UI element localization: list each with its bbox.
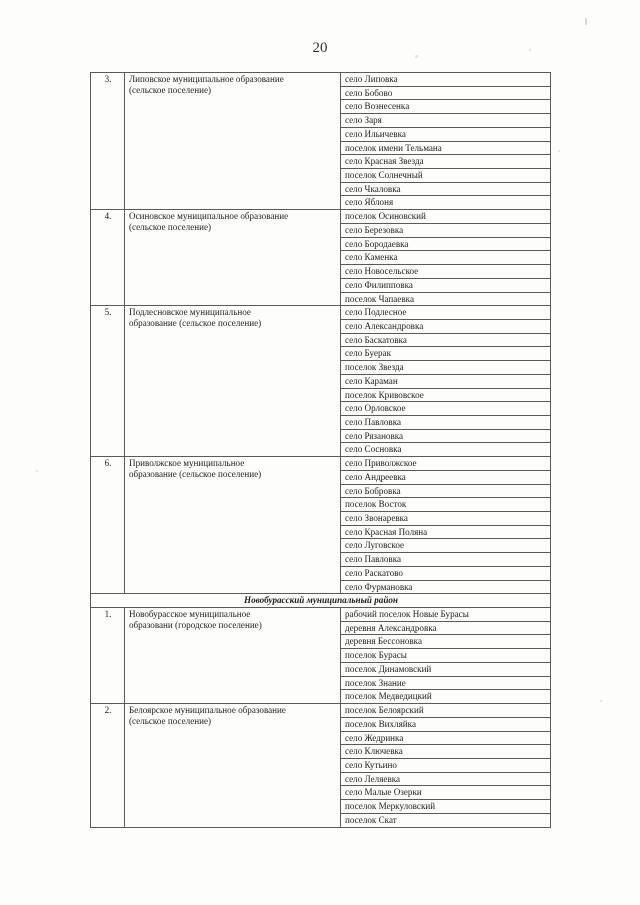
settlement-name: поселок Динамовский (341, 662, 551, 676)
scan-artifact (558, 150, 560, 152)
municipality-name-line: Липовское муниципальное образование (129, 74, 284, 84)
table-row (91, 608, 551, 622)
settlement-name: поселок Медведицкий (341, 690, 551, 704)
table-row (91, 594, 551, 608)
settlement-name: село Ильичевка (341, 127, 551, 141)
settlement-name: село Каменка (341, 251, 551, 265)
settlement-name: село Вознесенка (341, 100, 551, 114)
settlement-name: село Подлесное (341, 306, 551, 320)
page-number: 20 (312, 40, 328, 56)
settlement-name: село Бородаевка (341, 237, 551, 251)
row-number: 6. (91, 457, 125, 594)
scan-artifact (529, 49, 531, 51)
settlement-name: поселок Вихляйка (341, 717, 551, 731)
municipality-name-line: Приволжское муниципальное (129, 458, 245, 469)
settlement-name: село Кутьино (341, 758, 551, 772)
municipality-name-line: Осиновское муниципальное образование (129, 211, 289, 222)
settlement-name: село Яблоня (341, 196, 551, 210)
settlement-name: село Александровка (341, 319, 551, 333)
settlement-name: село Жедринка (341, 731, 551, 745)
table-row (91, 457, 551, 471)
settlement-name: село Фурмановка (341, 580, 551, 594)
settlement-name: поселок Меркуловский (341, 800, 551, 814)
settlement-name: поселок имени Тельмана (341, 141, 551, 155)
settlement-name: село Павловка (341, 553, 551, 567)
municipalities-table (90, 72, 551, 828)
settlement-name: поселок Кривовское (341, 388, 551, 402)
settlement-name: село Липовка (341, 73, 551, 87)
settlement-name: село Бобово (341, 86, 551, 100)
settlement-name: село Заря (341, 114, 551, 128)
municipality-name-line: Новобурасское муниципальное (129, 609, 251, 620)
municipality-name (125, 210, 341, 306)
settlement-name: село Андреевка (341, 470, 551, 484)
municipality-name (125, 704, 341, 827)
table-row (91, 73, 551, 87)
municipalities-table-wrapper (90, 72, 550, 828)
municipality-name-line: образование (сельское поселение) (129, 468, 262, 479)
settlement-name: село Раскатово (341, 566, 551, 580)
settlement-name: село Малые Озерки (341, 786, 551, 800)
settlement-name: село Леляевка (341, 772, 551, 786)
settlement-name: поселок Солнечный (341, 169, 551, 183)
settlement-name: село Ключевка (341, 745, 551, 759)
district-heading: Новобурасский муниципальный район (91, 594, 551, 608)
settlement-name: деревня Бессоновка (341, 635, 551, 649)
settlement-name: поселок Восток (341, 498, 551, 512)
settlement-name: деревня Александровка (341, 621, 551, 635)
settlement-name: село Березовка (341, 223, 551, 237)
table-row (91, 704, 551, 718)
municipality-name (125, 73, 341, 210)
municipality-name-line: Подлесновское муниципальное (129, 307, 251, 318)
row-number: 3. (91, 73, 125, 210)
scan-artifact (36, 470, 38, 472)
municipality-name-line: (сельское поселение) (129, 221, 212, 232)
scan-artifact (415, 55, 418, 58)
settlement-name: село Бобровка (341, 484, 551, 498)
settlement-name: село Баскатовка (341, 333, 551, 347)
settlement-name: поселок Бурасы (341, 649, 551, 663)
settlement-name: село Орловское (341, 402, 551, 416)
settlement-name: село Приволжское (341, 457, 551, 471)
municipality-name (125, 457, 341, 594)
row-number: 4. (91, 210, 125, 306)
settlement-name: село Красная Звезда (341, 155, 551, 169)
settlement-name: село Филипповка (341, 278, 551, 292)
table-row (91, 306, 551, 320)
municipality-name-line: образование (сельское поселение) (129, 317, 262, 328)
settlement-name: село Буерак (341, 347, 551, 361)
municipality-name-line: (сельское поселение) (129, 84, 212, 95)
settlement-name: поселок Осиновский (341, 210, 551, 224)
settlement-name: поселок Скат (341, 813, 551, 827)
settlement-name: село Павловка (341, 415, 551, 429)
municipality-name-line: образовани (городское поселение) (129, 619, 262, 630)
settlement-name: поселок Белоярский (341, 704, 551, 718)
settlement-name: поселок Чапаевка (341, 292, 551, 306)
settlement-name: село Сосновка (341, 443, 551, 457)
municipality-name (125, 306, 341, 457)
row-number: 2. (91, 704, 125, 827)
settlement-name: село Рязановка (341, 429, 551, 443)
municipality-name-line: (сельское поселение) (129, 715, 212, 726)
settlement-name: село Звонаревка (341, 512, 551, 526)
scan-artifact (600, 700, 602, 702)
settlement-name: село Чкаловка (341, 182, 551, 196)
settlement-name: село Красная Поляна (341, 525, 551, 539)
municipality-name-line: Белоярское муниципальное образование (129, 705, 286, 716)
settlement-name: село Новосельское (341, 265, 551, 279)
row-number: 5. (91, 306, 125, 457)
scan-artifact (585, 18, 587, 25)
table-row (91, 210, 551, 224)
settlement-name: село Луговское (341, 539, 551, 553)
municipality-name (125, 608, 341, 704)
settlement-name: село Караман (341, 374, 551, 388)
settlement-name: рабочий поселок Новые Бурасы (341, 608, 551, 622)
settlement-name: поселок Знание (341, 676, 551, 690)
settlement-name: поселок Звезда (341, 361, 551, 375)
row-number: 1. (91, 608, 125, 704)
